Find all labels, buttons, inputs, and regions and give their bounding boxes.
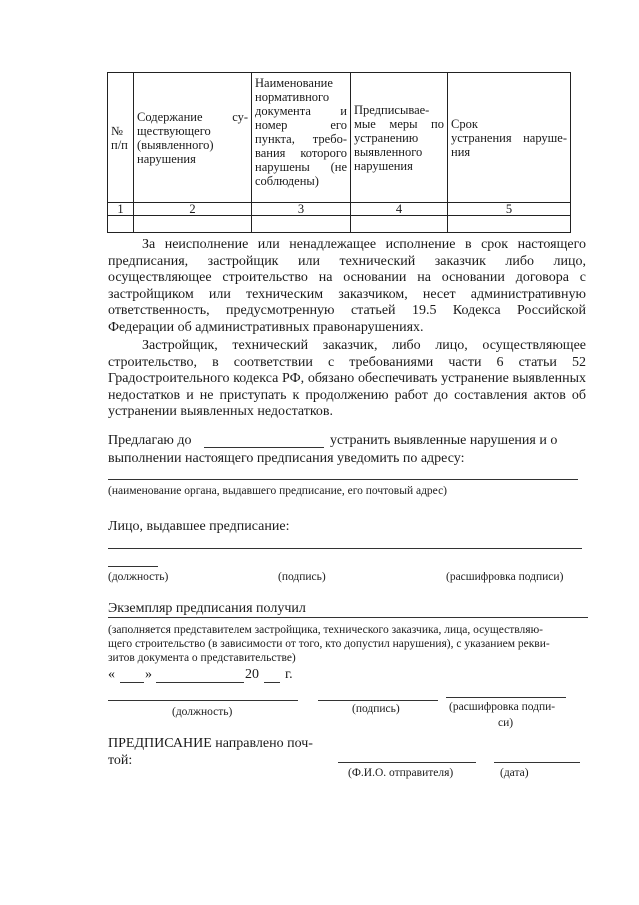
receiver-decoding-line xyxy=(446,697,566,698)
table-numbers-row xyxy=(108,203,571,216)
mail-label: ПРЕДПИСАНИЕ направлено поч- xyxy=(108,736,313,751)
receiver-blank-line xyxy=(108,617,588,618)
issuer-position-caption: (должность) xyxy=(108,571,169,583)
date-open-quote: « xyxy=(108,667,115,682)
address-blank-line xyxy=(108,479,578,480)
month-blank-line xyxy=(156,682,244,683)
col-number: 4 xyxy=(351,203,448,216)
header-num: № п/п xyxy=(108,73,134,203)
day-blank-line xyxy=(120,682,144,683)
proposal-end: устранить выявленные нарушения и о xyxy=(330,433,558,448)
date-close-quote: » xyxy=(145,667,152,682)
receiver-note: (заполняется представителем застройщика, технического заказчика, лица, осуществляю- щего строительство (в зависимости от того, кто допустил нарушения), с указанием рекви- зитов документа о представительстве) xyxy=(108,624,550,664)
issuer-signature-caption: (подпись) xyxy=(278,571,326,583)
receiver-position-caption: (должность) xyxy=(172,706,233,718)
col-number: 3 xyxy=(252,203,351,216)
table-empty-row xyxy=(108,216,571,233)
receiver-signature-caption: (подпись) xyxy=(352,703,400,715)
year-prefix: 20 xyxy=(245,667,259,682)
issuer-decoding-caption: (расшифровка подписи) xyxy=(446,571,564,583)
receiver-label: Экземпляр предписания получил xyxy=(108,601,306,616)
date-caption: (дата) xyxy=(500,767,529,779)
header-normative: Наименование нормативного документа и номер его пункта, требо- вания которого нарушены (не соблюдены) xyxy=(252,73,351,203)
issuer-blank-line xyxy=(108,548,582,549)
col-number: 1 xyxy=(108,203,134,216)
paragraph-liability: За неисполнение или ненадлежащее исполнение в срок настоящего предписания, застройщик или технический заказчик либо лицо, осуществляющее строительство на основании на основании договора с застройщиком или техническим заказчиком, несет административную ответственность, предусмотренную статьей 19.5 Кодекса Российской Федерации об административных правонарушениях. xyxy=(108,237,586,335)
header-measures: Предписывае- мые меры по устранению выявленного нарушения xyxy=(351,73,448,203)
date-blank-line xyxy=(494,762,580,763)
year-suffix: г. xyxy=(285,667,293,682)
proposal-line2: выполнении настоящего предписания уведомить по адресу: xyxy=(108,451,465,466)
header-content: Содержание су- ществующего (выявленного) нарушения xyxy=(134,73,252,203)
header-deadline: Срок устранения наруше- ния xyxy=(448,73,571,203)
receiver-position-line xyxy=(108,700,298,701)
mail-label-cont: той: xyxy=(108,753,133,768)
sender-caption: (Ф.И.О. отправителя) xyxy=(348,767,454,779)
violations-table xyxy=(107,72,571,233)
issuer-position-line xyxy=(108,566,158,567)
sender-blank-line xyxy=(338,762,476,763)
year-blank-line xyxy=(264,682,280,683)
paragraph-obligation: Застройщик, технический заказчик, либо лицо, осуществляющее строительство, в соответствии с требованиями части 6 статьи 52 Градостроительного кодекса РФ, обязано обеспечивать устранение выявленных недостатков и не приступать к продолжению работ до составления актов об устранении выявленных недостатков. xyxy=(108,338,586,419)
address-caption: (наименование органа, выдавшего предписание, его почтовый адрес) xyxy=(108,485,448,497)
receiver-signature-line xyxy=(318,700,438,701)
issuer-label: Лицо, выдавшее предписание: xyxy=(108,519,290,534)
receiver-decoding-caption-cont: си) xyxy=(498,717,514,729)
deadline-blank-line xyxy=(204,447,324,448)
col-number: 2 xyxy=(134,203,252,216)
liability-paragraphs xyxy=(108,237,586,421)
table-header-row xyxy=(108,73,571,203)
col-number: 5 xyxy=(448,203,571,216)
proposal-start: Предлагаю до xyxy=(108,433,192,448)
receiver-decoding-caption: (расшифровка подпи- xyxy=(449,701,556,713)
